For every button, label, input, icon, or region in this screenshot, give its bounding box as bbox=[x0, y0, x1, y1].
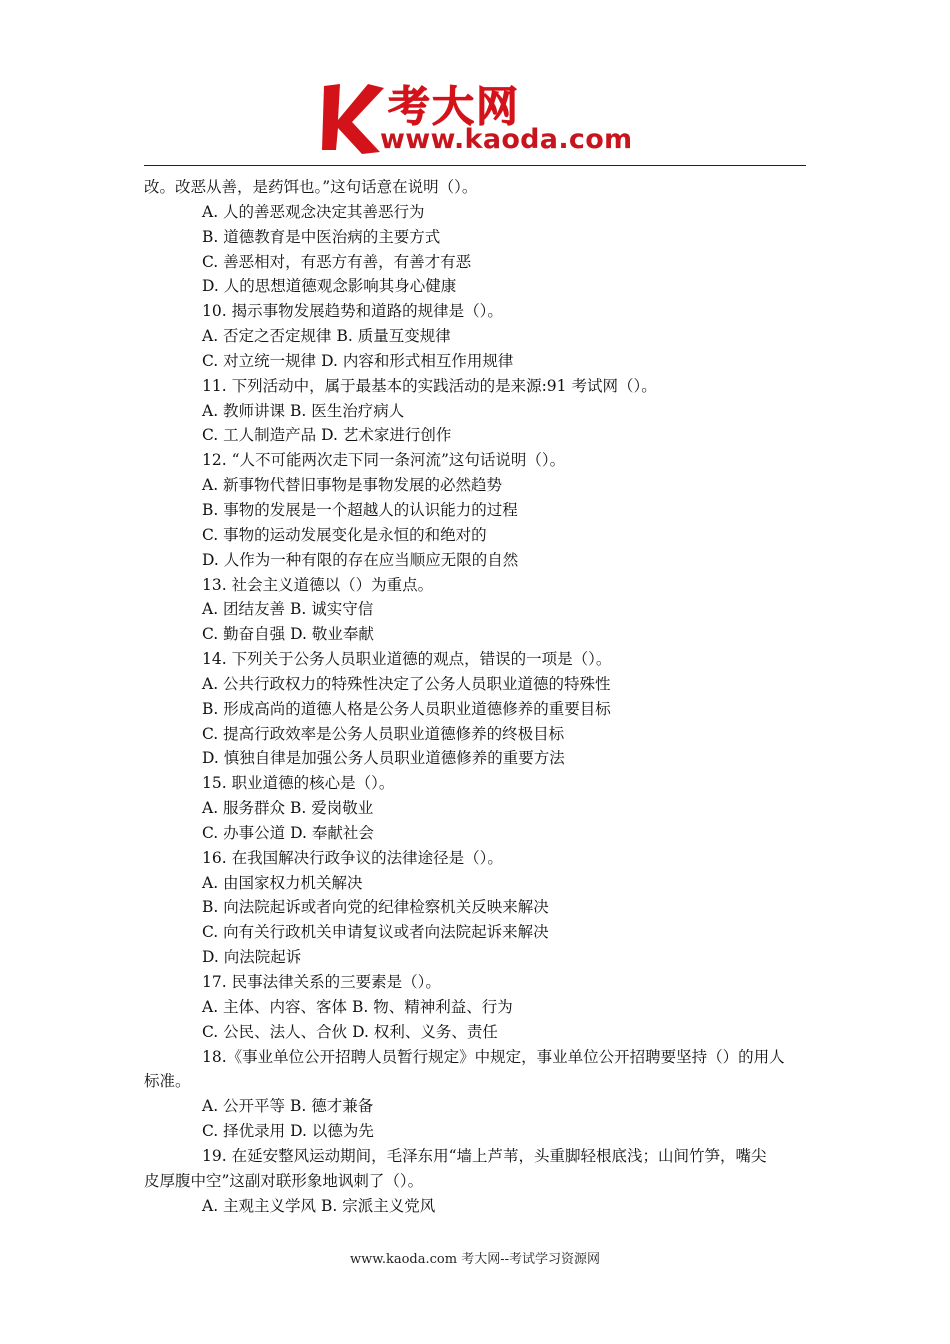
option-line: C. 事物的运动发展变化是永恒的和绝对的 bbox=[202, 525, 487, 544]
option-line: A. 主观主义学风 B. 宗派主义党风 bbox=[202, 1196, 436, 1215]
text-line: 改。改恶从善，是药饵也。”这句话意在说明（）。 bbox=[144, 178, 478, 196]
question-19-line-1: 19. 在延安整风运动期间，毛泽东用“墙上芦苇，头重脚轻根底浅；山间竹笋，嘴尖 bbox=[202, 1146, 767, 1165]
logo-url: www.kaoda.com bbox=[380, 124, 633, 155]
question-line: 16. 在我国解决行政争议的法律途径是（）。 bbox=[202, 848, 503, 867]
kaoda-logo[interactable] bbox=[318, 78, 648, 162]
option-line: C. 择优录用 D. 以德为先 bbox=[202, 1122, 374, 1141]
option-line: A. 由国家权力机关解决 bbox=[202, 873, 363, 892]
option-line: A. 主体、内容、客体 B. 物、精神利益、行为 bbox=[202, 997, 513, 1016]
question-line: 14. 下列关于公务人员职业道德的观点，错误的一项是（）。 bbox=[202, 650, 612, 669]
question-line: 13. 社会主义道德以（）为重点。 bbox=[202, 575, 434, 594]
question-line: 12. “人不可能两次走下同一条河流”这句话说明（）。 bbox=[202, 451, 566, 470]
option-line: A. 新事物代替旧事物是事物发展的必然趋势 bbox=[202, 476, 503, 495]
option-line: A. 人的善恶观念决定其善恶行为 bbox=[202, 202, 425, 221]
option-line: C. 提高行政效率是公务人员职业道德修养的终极目标 bbox=[202, 724, 565, 743]
header-divider bbox=[144, 165, 806, 166]
logo-chinese-title: 考大网 bbox=[388, 82, 521, 131]
option-line: D. 人的思想道德观念影响其身心健康 bbox=[202, 277, 457, 296]
question-line: 11. 下列活动中，属于最基本的实践活动的是来源:91 考试网（）。 bbox=[202, 376, 657, 395]
option-line: C. 办事公道 D. 奉献社会 bbox=[202, 823, 374, 842]
option-line: A. 服务群众 B. 爱岗敬业 bbox=[202, 799, 374, 818]
question-line: 10. 揭示事物发展趋势和道路的规律是（）。 bbox=[202, 302, 503, 321]
option-line: D. 向法院起诉 bbox=[202, 948, 302, 967]
question-line: 17. 民事法律关系的三要素是（）。 bbox=[202, 973, 441, 991]
option-line: A. 教师讲课 B. 医生治疗病人 bbox=[202, 401, 405, 420]
question-18-line-2: 标准。 bbox=[144, 1072, 191, 1091]
question-content bbox=[144, 175, 806, 1218]
option-line: B. 事物的发展是一个超越人的认识能力的过程 bbox=[202, 500, 518, 519]
question-19-line-2: 皮厚腹中空”这副对联形象地讽刺了（）。 bbox=[144, 1171, 424, 1190]
option-line: A. 团结友善 B. 诚实守信 bbox=[202, 600, 374, 619]
option-line: C. 对立统一规律 D. 内容和形式相互作用规律 bbox=[202, 351, 514, 370]
option-line: C. 公民、法人、合伙 D. 权利、义务、责任 bbox=[202, 1022, 498, 1041]
question-line: 15. 职业道德的核心是（）。 bbox=[202, 774, 395, 793]
option-line: B. 形成高尚的道德人格是公务人员职业道德修养的重要目标 bbox=[202, 699, 611, 718]
option-line: A. 公共行政权力的特殊性决定了公务人员职业道德的特殊性 bbox=[202, 674, 611, 693]
option-line: D. 人作为一种有限的存在应当顺应无限的自然 bbox=[202, 550, 519, 569]
option-line: B. 道德教育是中医治病的主要方式 bbox=[202, 227, 441, 246]
option-line: B. 向法院起诉或者向党的纪律检察机关反映来解决 bbox=[202, 898, 549, 917]
option-line: C. 善恶相对，有恶方有善，有善才有恶 bbox=[202, 252, 472, 271]
option-line: A. 公开平等 B. 德才兼备 bbox=[202, 1097, 374, 1116]
option-line: A. 否定之否定规律 B. 质量互变规律 bbox=[202, 327, 451, 346]
option-line: C. 向有关行政机关申请复议或者向法院起诉来解决 bbox=[202, 923, 549, 942]
option-line: C. 勤奋自强 D. 敬业奉献 bbox=[202, 625, 374, 644]
page-footer: www.kaoda.com 考大网--考试学习资源网 bbox=[350, 1252, 600, 1267]
question-18-line-1: 18.《事业单位公开招聘人员暂行规定》中规定，事业单位公开招聘要坚持（）的用人 bbox=[202, 1047, 785, 1066]
option-line: C. 工人制造产品 D. 艺术家进行创作 bbox=[202, 426, 452, 445]
option-line: D. 慎独自律是加强公务人员职业道德修养的重要方法 bbox=[202, 749, 565, 768]
